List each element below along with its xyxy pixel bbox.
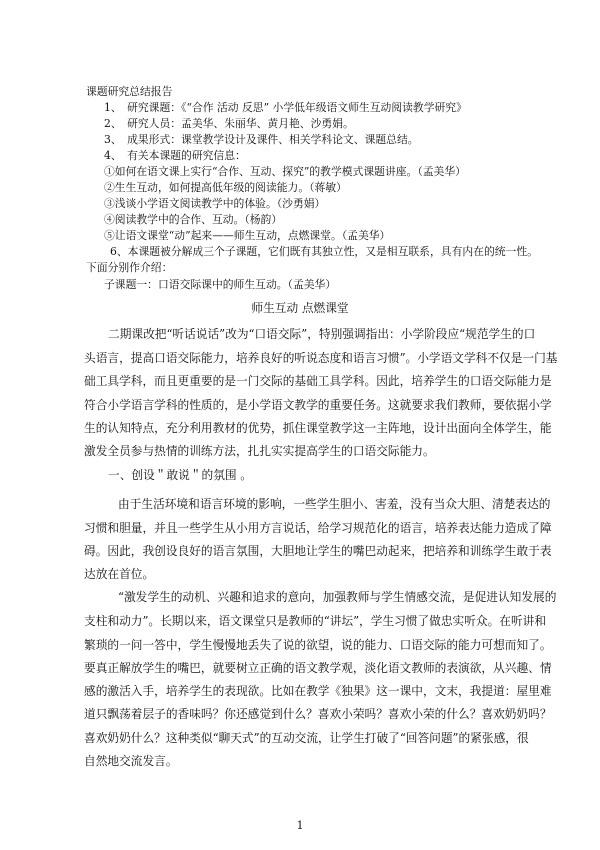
paragraph-3-line: 感的激活入手，培养学生的表现欲。比如在教学《独果》这一课中，文末，我提道：屋里难 [84,684,552,698]
paragraph-3-line: 繁琐的一问一答中，学生慢慢地丢失了说的欲望，说的能力、口语交际的能力可想而知了。 [84,638,552,652]
paragraph-2-line: 由于生活环境和语言环境的影响，一些学生胆小、害羞，没有当众大胆、清楚表达的 [118,497,551,511]
paragraph-3-line: 要真正解放学生的嘴巴，就要树立正确的语文教学观，淡化语文教师的表演欲，从兴趣、情 [84,661,552,675]
section-heading-1: 一、创设＂敢说＂的氛围 。 [108,468,252,482]
report-item-4: 4、 有关本课题的研究信息： [104,149,246,162]
report-item-6-line-2: 下面分别作介绍： [86,261,173,274]
page-number: 1 [296,819,304,832]
report-item-6-line-1: 6、本课题被分解成三个子课题，它们既有其独立性，又是相互联系，具有内在的统一性。 [110,245,538,258]
report-item-2: 2、 研究人员：孟美华、朱丽华、黄月艳、沙勇娟。 [104,117,354,130]
paragraph-3-line: 喜欢奶奶什么？这种类似“聊天式”的互动交流，让学生打破了“回答问题”的紧张感，很 [84,731,529,745]
report-subitem-3: ③浅谈小学语文阅读教学中的体验。（沙勇娟） [104,197,326,210]
paragraph-3-line: 道只飘荡着层子的香味吗？你还感觉到什么？喜欢小荣吗？喜欢小荣的什么？喜欢奶奶吗？ [84,707,552,721]
report-title: 课题研究总结报告 [86,85,173,98]
report-subitem-4: ④阅读教学中的合作、互动。（杨韵） [104,213,283,226]
report-item-3: 3、 成果形式：课堂教学设计及课件、相关学科论文、课题总结。 [104,133,419,146]
report-subitem-5: ⑤让语文课堂“动”起来——师生互动，点燃课堂。（孟美华） [104,229,391,242]
paragraph-1-line: 符合小学语言学科的性质的，是小学语文教学的重要任务。这就要求我们教师，要依据小学 [84,398,552,412]
paragraph-1-line: 二期课改把“听话说话”改为“口语交际”，特别强调指出：小学阶段应“规范学生的口 [108,327,536,341]
paragraph-2-line: 碍。因此，我创设良好的语言氛围，大胆地让学生的嘴巴动起来，把培养和训练学生敢于表 [84,544,552,558]
report-subitem-1: ①如何在语文课上实行“合作、互动、探究”的教学模式课题讲座。（孟美华） [104,165,466,178]
paragraph-2-line: 习惯和胆量，并且一些学生从小用方言说话，给学习规范化的语言，培养表达能力造成了障 [84,521,552,535]
paragraph-1-line: 激发全员参与热情的训练方法，扎扎实实提高学生的口语交际能力。 [84,444,435,458]
paragraph-1-line: 生的认知特点，充分利用教材的优势，抓住课堂教学这一主阵地，设计出面向全体学生，能 [84,421,552,435]
report-item-1: 1、 研究课题：《“合作 活动 反思” 小学低年级语文师生互动阅读教学研究》 [104,101,467,114]
article-title: 师生互动 点燃课堂 [251,301,349,315]
paragraph-1-line: 础工具学科，而且更重要的是一门交际的基础工具学科。因此，培养学生的口语交际能力是 [84,374,552,388]
paragraph-1-line: 头语言，提高口语交际能力，培养良好的听说态度和语言习惯”。小学语文学科不仅是一门基 [84,351,558,365]
report-subtopic-1: 子课题一：口语交际课中的师生互动。（孟美华） [104,278,337,291]
paragraph-2-line: 达放在首位。 [84,567,155,581]
paragraph-3-line: “激发学生的动机、兴趣和追求的意向，加强教师与学生情感交流，是促进认知发展的 [118,590,557,604]
report-subitem-2: ②生生互动，如何提高低年级的阅读能力。（蒋敏） [104,181,347,194]
paragraph-3-line: 支柱和动力”。长期以来，语文课堂只是教师的“讲坛”，学生习惯了做忠实听众。在听讲和 [84,614,547,628]
paragraph-3-line: 自然地交流发言。 [84,754,178,768]
